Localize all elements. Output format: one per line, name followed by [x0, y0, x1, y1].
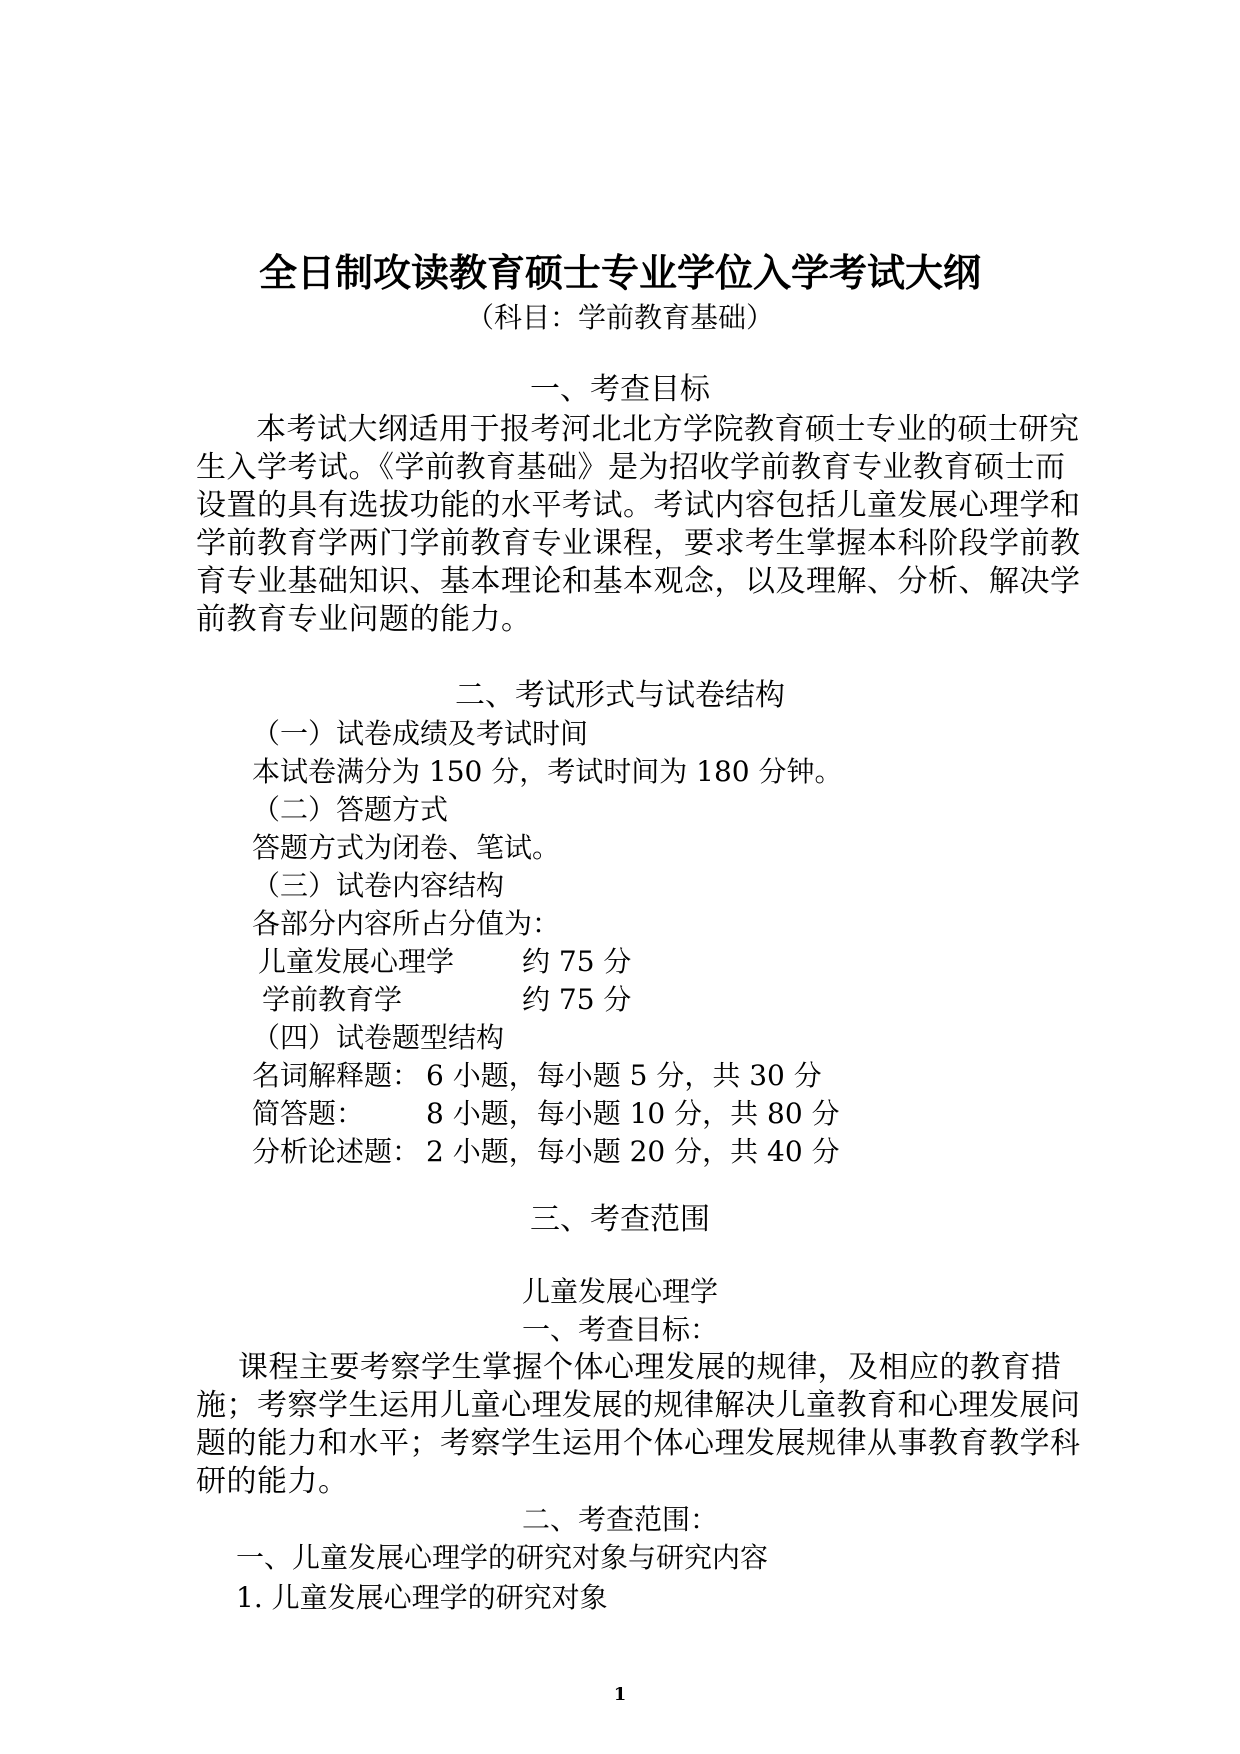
- question-type: 分析论述题：: [252, 1135, 421, 1168]
- question-type: 名词解释题：: [252, 1059, 421, 1092]
- section3-heading: 三、考查范围: [530, 1202, 710, 1237]
- document-subtitle: （科目：学前教育基础）: [465, 301, 774, 334]
- page-number: 1: [613, 1684, 627, 1705]
- section2-heading: 二、考试形式与试卷结构: [455, 678, 785, 713]
- scope-item-1-1: 1. 儿童发展心理学的研究对象: [236, 1581, 608, 1614]
- question-detail: 8 小题，每小题 10 分，共 80 分: [426, 1097, 840, 1130]
- section1-paragraph: [196, 411, 1086, 639]
- scope-item-1: 一、儿童发展心理学的研究对象与研究内容: [236, 1541, 769, 1574]
- sub3-text: 各部分内容所占分值为：: [252, 907, 561, 940]
- sub2-heading: （二）答题方式: [252, 793, 449, 826]
- course-title: 儿童发展心理学: [521, 1275, 718, 1308]
- question-detail: 6 小题，每小题 5 分，共 30 分: [426, 1059, 822, 1092]
- score-row-score: 约 75 分: [522, 945, 632, 978]
- sub3-heading: （三）试卷内容结构: [252, 869, 505, 902]
- goal-paragraph: [196, 1349, 1086, 1501]
- sub2-text: 答题方式为闭卷、笔试。: [252, 831, 561, 864]
- document-title: 全日制攻读教育硕士专业学位入学考试大纲: [258, 251, 981, 295]
- question-type: 简答题：: [252, 1097, 365, 1130]
- sub1-text: 本试卷满分为 150 分，考试时间为 180 分钟。: [252, 755, 843, 788]
- sub1-heading: （一）试卷成绩及考试时间: [252, 717, 589, 750]
- goal-paragraph-text: 课程主要考察学生掌握个体心理发展的规律，及相应的教育措施；考察学生运用儿童心理发展的规律解决儿童教育和心理发展问题的能力和水平；考察学生运用个体心理发展规律从事教育教学科研的能力。: [196, 1350, 1081, 1499]
- question-detail: 2 小题，每小题 20 分，共 40 分: [426, 1135, 840, 1168]
- goal-heading: 一、考查目标：: [521, 1313, 718, 1346]
- section1-paragraph-text: 本考试大纲适用于报考河北北方学院教育硕士专业的硕士研究生入学考试。《学前教育基础》是为招收学前教育专业教育硕士而设置的具有选拔功能的水平考试。考试内容包括儿童发展心理学和学前教育学两门学前教育专业课程，要求考生掌握本科阶段学前教育专业基础知识、基本理论和基本观念，以及理解、分析、解决学前教育专业问题的能力。: [196, 412, 1081, 637]
- score-row-subject: 儿童发展心理学: [258, 945, 455, 978]
- scope-heading: 二、考查范围：: [521, 1503, 718, 1536]
- score-row-subject: 学前教育学: [262, 983, 403, 1016]
- score-row-score: 约 75 分: [522, 983, 632, 1016]
- sub4-heading: （四）试卷题型结构: [252, 1021, 505, 1054]
- section1-heading: 一、考查目标: [530, 372, 710, 407]
